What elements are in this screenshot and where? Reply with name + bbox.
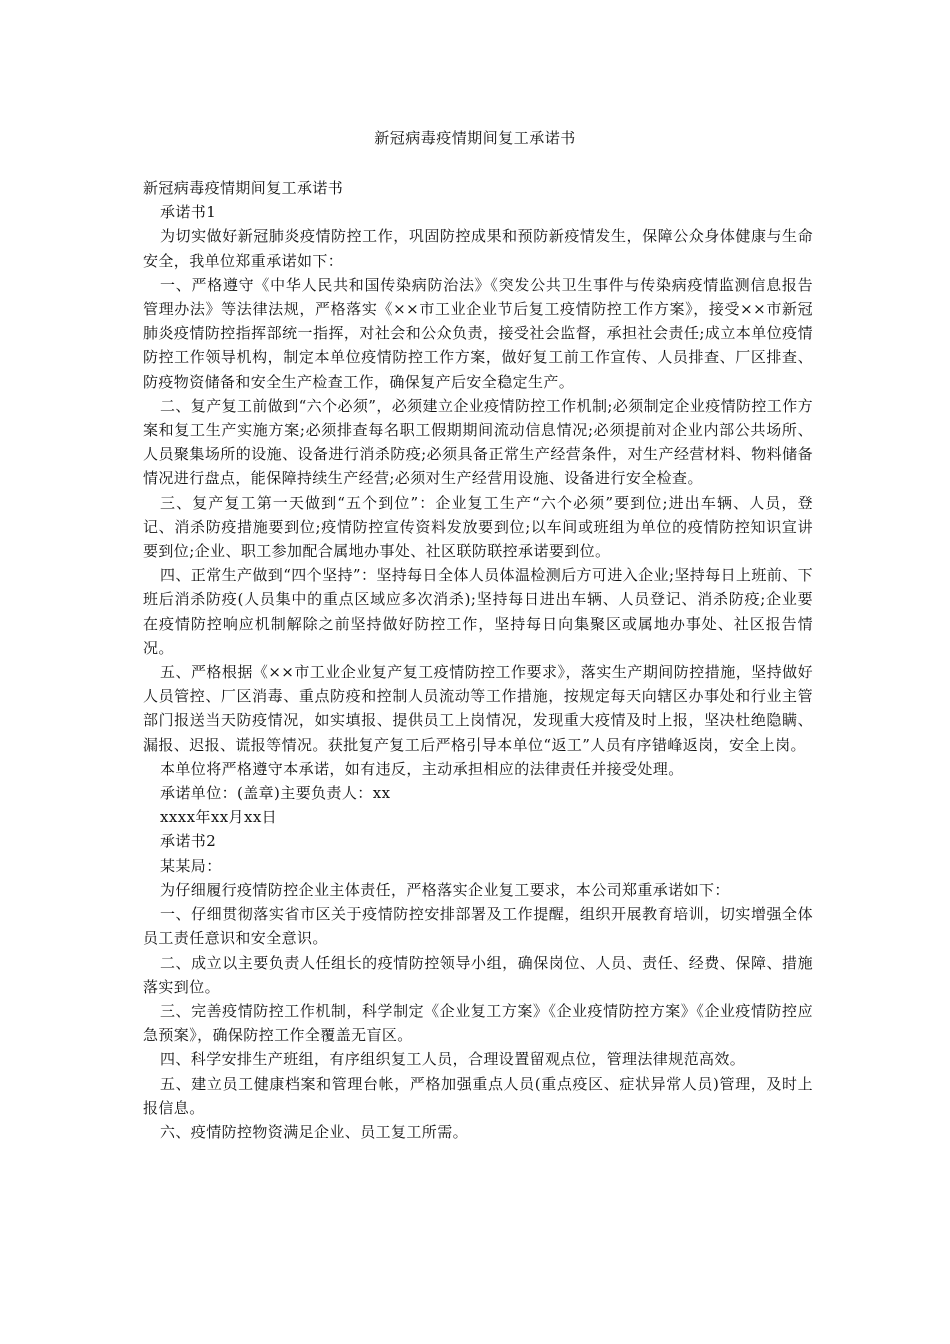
paragraph: 承诺书1	[160, 203, 217, 222]
paragraph: 三、完善疫情防控工作机制，科学制定《企业复工方案》《企业疫情防控方案》《企业疫情防控应急预案》，确保防控工作全覆盖无盲区。	[143, 1001, 813, 1045]
paragraph: 二、复产复工前做到“六个必须”，必须建立企业疫情防控工作机制;必须制定企业疫情防控工作方案和复工生产实施方案;必须排查每名职工假期期间流动信息情况;必须提前对企业内部公共场所、人员聚集场所的设施、设备进行消杀防疫;必须具备正常生产经营条件，对生产经营材料、物料储备情况进行盘点，能保障持续生产经营;必须对生产经营用设施、设备进行安全检查。	[143, 396, 813, 488]
date-line: xxxx年xx月xx日	[160, 808, 278, 827]
paragraph: 本单位将严格遵守本承诺，如有违反，主动承担相应的法律责任并接受处理。	[160, 759, 684, 778]
paragraph: 承诺书2	[160, 832, 217, 851]
paragraph: 二、成立以主要负责人任组长的疫情防控领导小组，确保岗位、人员、责任、经费、保障、措施落实到位。	[143, 953, 813, 996]
paragraph: 一、严格遵守《中华人民共和国传染病防治法》《突发公共卫生事件与传染病疫情监测信息报告管理办法》等法律法规，严格落实《××市工业企业节后复工疫情防控工作方案》，接受××市新冠肺炎疫情防控指挥部统一指挥，对社会和公众负责，接受社会监督，承担社会责任;成立本单位疫情防控工作领导机构，制定本单位疫情防控工作方案，做好复工前工作宣传、人员排查、厂区排查、防疫物资储备和安全生产检查工作，确保复产后安全稳定生产。	[143, 275, 813, 391]
document-body	[143, 176, 813, 1144]
document-title: 新冠病毒疫情期间复工承诺书	[374, 129, 576, 147]
paragraph: 六、疫情防控物资满足企业、员工复工所需。	[160, 1122, 469, 1141]
paragraph: 四、科学安排生产班组，有序组织复工人员，合理设置留观点位，管理法律规范高效。	[160, 1050, 746, 1069]
paragraph: 某某局：	[160, 856, 222, 875]
paragraph: 五、严格根据《××市工业企业复产复工疫情防控工作要求》，落实生产期间防控措施，坚持做好人员管控、厂区消毒、重点防疫和控制人员流动等工作措施，按规定每天向辖区办事处和行业主管部门报送当天防疫情况，如实填报、提供员工上岗情况，发现重大疫情及时上报，坚决杜绝隐瞒、漏报、迟报、谎报等情况。获批复产复工后严格引导本单位“返工”人员有序错峰返岗，安全上岗。	[143, 663, 813, 754]
paragraph: 新冠病毒疫情期间复工承诺书	[143, 179, 344, 197]
paragraph: 为仔细履行疫情防控企业主体责任，严格落实企业复工要求，本公司郑重承诺如下：	[160, 880, 730, 899]
paragraph: 为切实做好新冠肺炎疫情防控工作，巩固防控成果和预防新疫情发生，保障公众身体健康与生命安全，我单位郑重承诺如下：	[143, 227, 813, 270]
paragraph: 四、正常生产做到“四个坚持”：坚持每日全体人员体温检测后方可进入企业;坚持每日上班前、下班后消杀防疫(人员集中的重点区域应多次消杀);坚持每日进出车辆、人员登记、消杀防疫;企业要在疫情防控响应机制解除之前坚持做好防控工作，坚持每日向集聚区或属地办事处、社区报告情况。	[143, 566, 813, 657]
paragraph: 五、建立员工健康档案和管理台帐，严格加强重点人员(重点疫区、症状异常人员)管理，及时上报信息。	[143, 1074, 813, 1117]
signature-line: 承诺单位：(盖章)主要负责人：xx	[160, 784, 391, 803]
paragraph: 三、复产复工第一天做到“五个到位”：企业复工生产“六个必须”要到位;进出车辆、人员，登记、消杀防疫措施要到位;疫情防控宣传资料发放要到位;以车间或班组为单位的疫情防控知识宣讲要到位;企业、职工参加配合属地办事处、社区联防联控承诺要到位。	[143, 493, 813, 561]
paragraph: 一、仔细贯彻落实省市区关于疫情防控安排部署及工作提醒，组织开展教育培训，切实增强全体员工责任意识和安全意识。	[143, 905, 813, 948]
